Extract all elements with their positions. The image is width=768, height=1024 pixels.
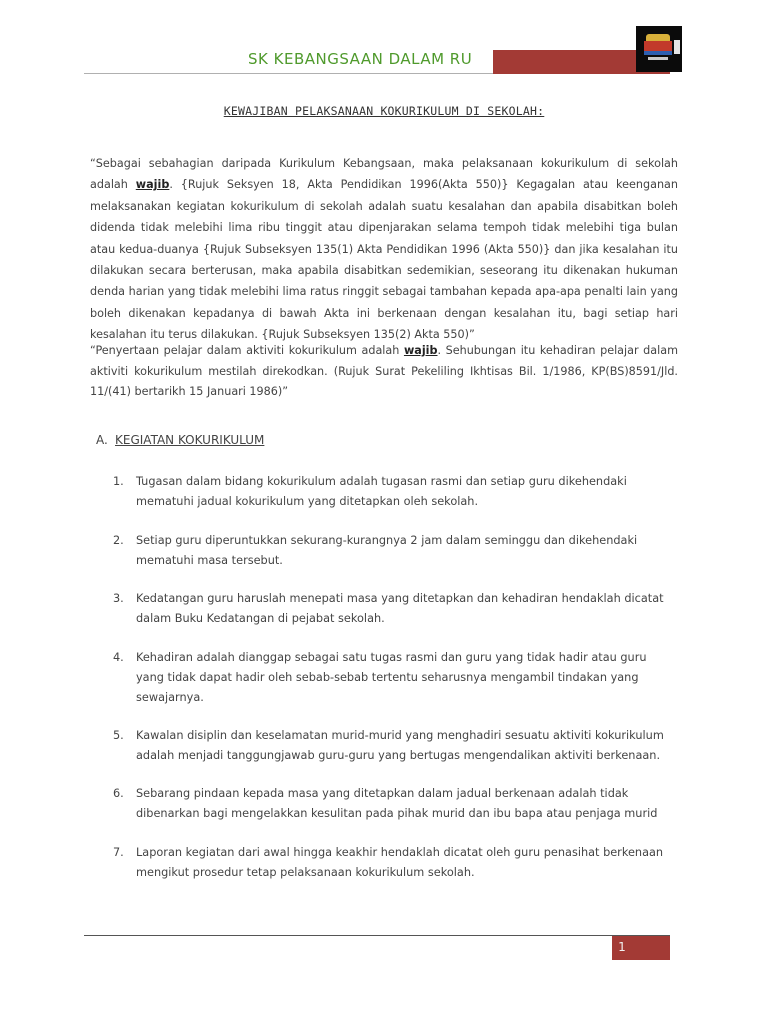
section-heading (96, 433, 264, 447)
list-item-text: Sebarang pindaan kepada masa yang ditetapkan dalam jadual berkenaan adalah tidak dibenarkan bagi mengelakkan kesulitan pada pihak murid dan ibu bapa atau penjaga murid (136, 787, 658, 820)
list-item-number: 5. (113, 729, 124, 742)
paragraph-2-emphasis: wajib (403, 344, 438, 357)
school-name-header: SK KEBANGSAAN DALAM RU (248, 50, 473, 68)
section-letter: A. (96, 433, 108, 447)
paragraph-1-before: “Sebagai sebahagian daripada Kurikulum Kebangsaan, maka pelaksanaan kokurikulum di sekolah adalah (90, 157, 678, 192)
list-item-text: Setiap guru diperuntukkan sekurang-kurangnya 2 jam dalam seminggu dan dikehendaki mematuhi masa tersebut. (136, 534, 638, 567)
paragraph-1-emphasis: wajib (135, 178, 170, 192)
page-number: 1 (618, 940, 626, 954)
intro-paragraph-2 (90, 341, 678, 403)
intro-paragraph-1 (90, 153, 678, 346)
list-item-number: 4. (113, 651, 124, 664)
list-item-text: Kawalan disiplin dan keselamatan murid-murid yang menghadiri sesuatu aktiviti kokurikulum adalah menjadi tanggungjawab guru-guru yang bertugas mengendalikan aktiviti berkenaan. (136, 729, 664, 762)
list-item-number: 3. (113, 592, 124, 605)
list-item-number: 7. (113, 846, 124, 859)
school-logo-icon (636, 26, 682, 72)
list-item-number: 6. (113, 787, 124, 800)
list-item-text: Kehadiran adalah dianggap sebagai satu tugas rasmi dan guru yang tidak hadir atau guru yang tidak dapat hadir oleh sebab-sebab tertentu seharusnya mengambil tindakan yang sewajarnya. (136, 651, 647, 704)
list-item-text: Tugasan dalam bidang kokurikulum adalah tugasan rasmi dan setiap guru dikehendaki mematuhi jadual kokurikulum yang ditetapkan oleh sekolah. (136, 475, 627, 508)
paragraph-2-before: “Penyertaan pelajar dalam aktiviti kokurikulum adalah (90, 344, 404, 357)
section-title: KEGIATAN KOKURIKULUM (115, 433, 265, 447)
list-item-text: Laporan kegiatan dari awal hingga keakhir hendaklah dicatat oleh guru penasihat berkenaan mengikut prosedur tetap pelaksanaan kokurikulum sekolah. (136, 846, 664, 879)
paragraph-1-after: . {Rujuk Seksyen 18, Akta Pendidikan 1996(Akta 550)} Kegagalan atau keenganan melaksanakan kegiatan kokurikulum di sekolah adalah suatu kesalahan dan apabila disabitkan boleh didenda tidak melebihi lima ribu tinggit atau dipenjarakan selama tempoh tidak melebihi tiga bulan atau kedua-duanya {Rujuk Subseksyen 135(1) Akta Pendidikan 1996 (Akta 550)} dan jika kesalahan itu dilakukan secara berterusan, maka apabila disabitkan sedemikian, seseorang itu dikenakan hukuman denda harian yang tidak melebihi lima ratus ringgit sebagai tambahan kepada apa-apa penalti lain yang boleh dikenakan kepadanya di bawah Akta ini berkenaan dengan kesalahan itu, bagi setiap hari kesalahan itu terus dilakukan. {Rujuk Subseksyen 135(2) Akta 550)” (90, 178, 678, 342)
document-title: KEWAJIBAN PELAKSANAAN KOKURIKULUM DI SEKOLAH: (223, 104, 545, 118)
list-item-number: 2. (113, 534, 124, 547)
footer-divider (84, 935, 670, 936)
paragraph-2-after: . Sehubungan itu kehadiran pelajar dalam aktiviti kokurikulum mestilah direkodkan. (Rujuk Surat Pekeliling Ikhtisas Bil. 1/1986, KP(BS)8591/Jld. 11/(41) bertarikh 15 Januari 1986)” (90, 344, 678, 398)
list-item-text: Kedatangan guru haruslah menepati masa yang ditetapkan dan kehadiran hendaklah dicatat dalam Buku Kedatangan di pejabat sekolah. (136, 592, 664, 625)
list-item-number: 1. (113, 475, 124, 488)
